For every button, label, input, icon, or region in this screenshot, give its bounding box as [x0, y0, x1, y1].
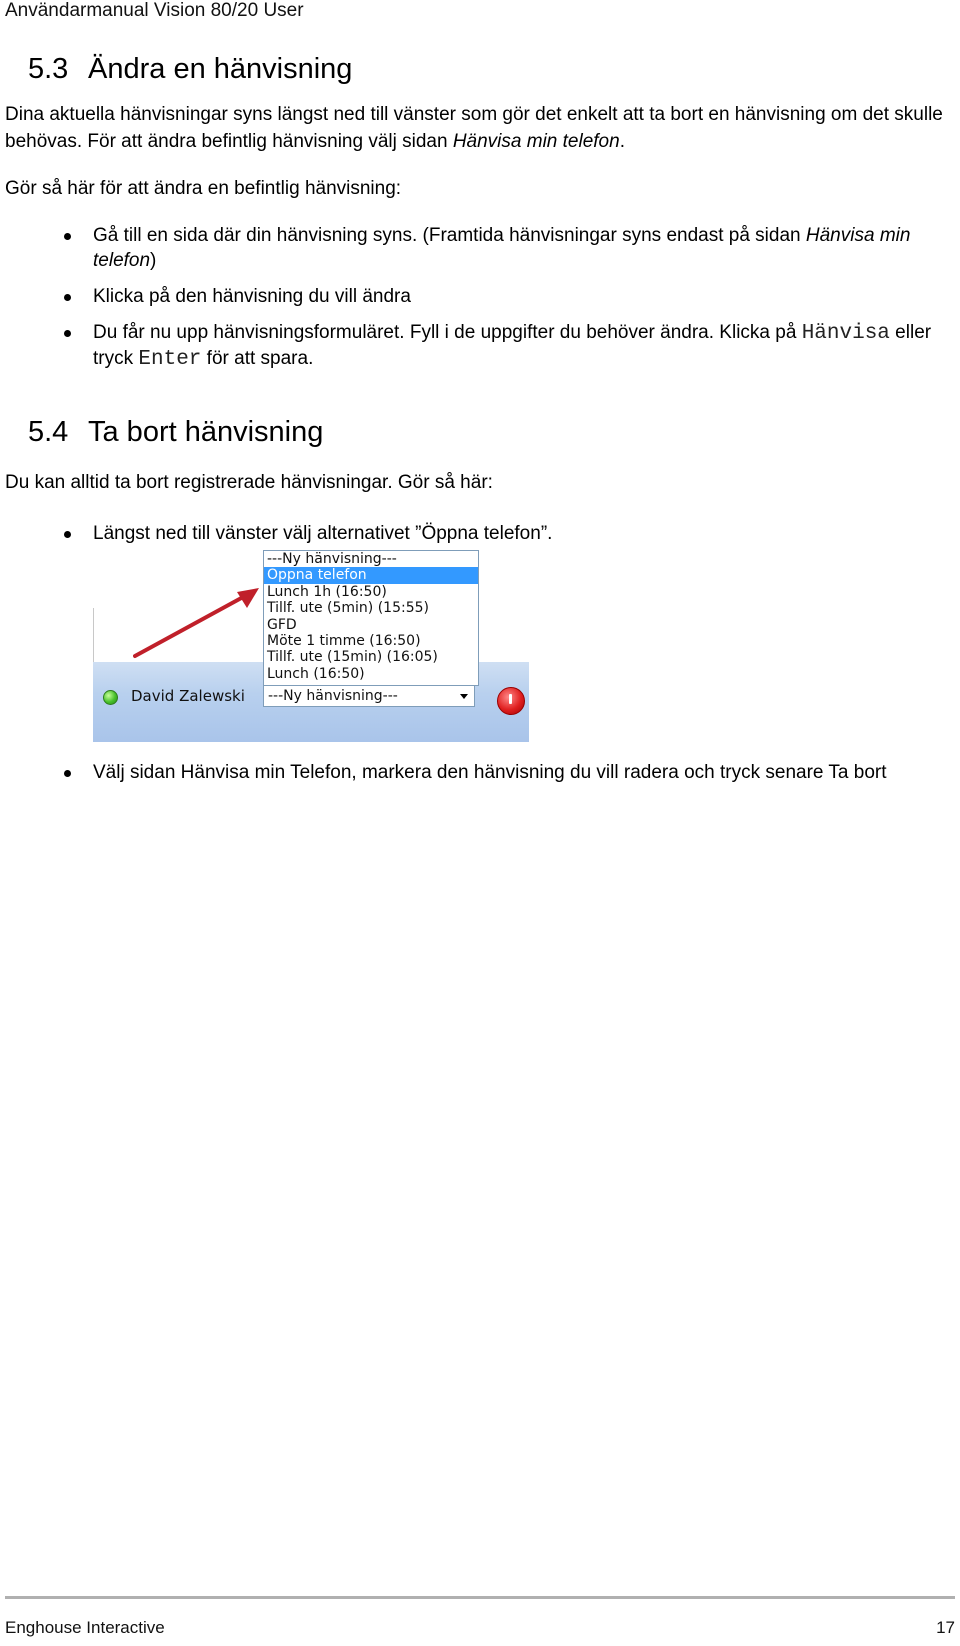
list-item [0, 223, 938, 273]
page-number: 17 [936, 1618, 955, 1637]
section-title: Ändra en hänvisning [88, 53, 353, 85]
list-item-text: för att spara. [201, 348, 314, 369]
paragraph-text: Dina aktuella hänvisningar syns längst ned till vänster som gör det enkelt att ta bort en hänvisning om det skulle behövas. För att ändra befintlig hänvisning välj sidan [5, 104, 943, 152]
dropdown-option[interactable]: Lunch 1h (16:50) [267, 583, 387, 600]
section-number: 5.4 [28, 416, 69, 448]
emphasis-text: Hänvisa min telefon [452, 131, 620, 152]
dropdown-option[interactable]: Möte 1 timme (16:50) [267, 632, 421, 649]
code-text: Hänvisa [801, 322, 890, 345]
footer-divider [5, 1596, 955, 1599]
instruction-paragraph: Gör så här för att ändra en befintlig hänvisning: [5, 178, 402, 199]
alert-icon[interactable] [497, 687, 525, 715]
list-item-text: Du får nu upp hänvisningsformuläret. Fyll i de uppgifter du behöver ändra. Klicka på [93, 322, 802, 343]
presence-screenshot [93, 550, 529, 742]
dropdown-option[interactable]: Tillf. ute (5min) (15:55) [267, 600, 429, 617]
footer-company: Enghouse Interactive [5, 1618, 165, 1637]
dropdown-option[interactable]: GFD [267, 616, 297, 633]
list-item-text: eller tryck [93, 322, 932, 369]
emphasis-text: Hänvisa min telefon [93, 225, 911, 271]
dropdown-option[interactable]: Lunch (16:50) [267, 665, 365, 682]
steps-list-5-3 [0, 223, 960, 372]
presence-status-icon[interactable] [103, 690, 118, 705]
section-title: Ta bort hänvisning [88, 416, 324, 448]
list-item [0, 320, 938, 372]
dropdown-option[interactable]: Tillf. ute (15min) (16:05) [267, 649, 438, 666]
pointer-arrow-icon [133, 580, 273, 660]
code-text: Enter [138, 348, 202, 371]
steps-list-5-4-a [0, 521, 960, 546]
list-item-text: ) [150, 250, 157, 271]
section-heading-5-4 [28, 415, 323, 449]
chevron-down-icon[interactable] [460, 694, 468, 699]
section-heading-5-3 [28, 52, 352, 86]
section-number: 5.3 [28, 53, 69, 85]
dropdown-option[interactable]: Öppna telefon [264, 567, 478, 583]
document-header: Användarmanual Vision 80/20 User [5, 0, 304, 21]
instruction-paragraph: Du kan alltid ta bort registrerade hänvisningar. Gör så här: [5, 472, 493, 493]
user-name: David Zalewski [131, 687, 245, 705]
intro-paragraph [5, 101, 955, 155]
paragraph-text: . [619, 131, 625, 152]
list-item: Längst ned till vänster välj alternativet ”Öppna telefon”. [0, 521, 938, 546]
diversion-dropdown-list[interactable] [263, 550, 479, 686]
diversion-select[interactable] [263, 685, 475, 707]
list-item: Klicka på den hänvisning du vill ändra [0, 284, 938, 309]
steps-list-5-4-b [0, 760, 960, 785]
diversion-select-value: ---Ny hänvisning--- [268, 688, 398, 704]
dropdown-option[interactable]: ---Ny hänvisning--- [267, 551, 397, 567]
list-item-text: Gå till en sida där din hänvisning syns. (Framtida hänvisningar syns endast på sidan [93, 225, 806, 246]
list-item: Välj sidan Hänvisa min Telefon, markera den hänvisning du vill radera och tryck senare Ta bort [0, 760, 938, 785]
